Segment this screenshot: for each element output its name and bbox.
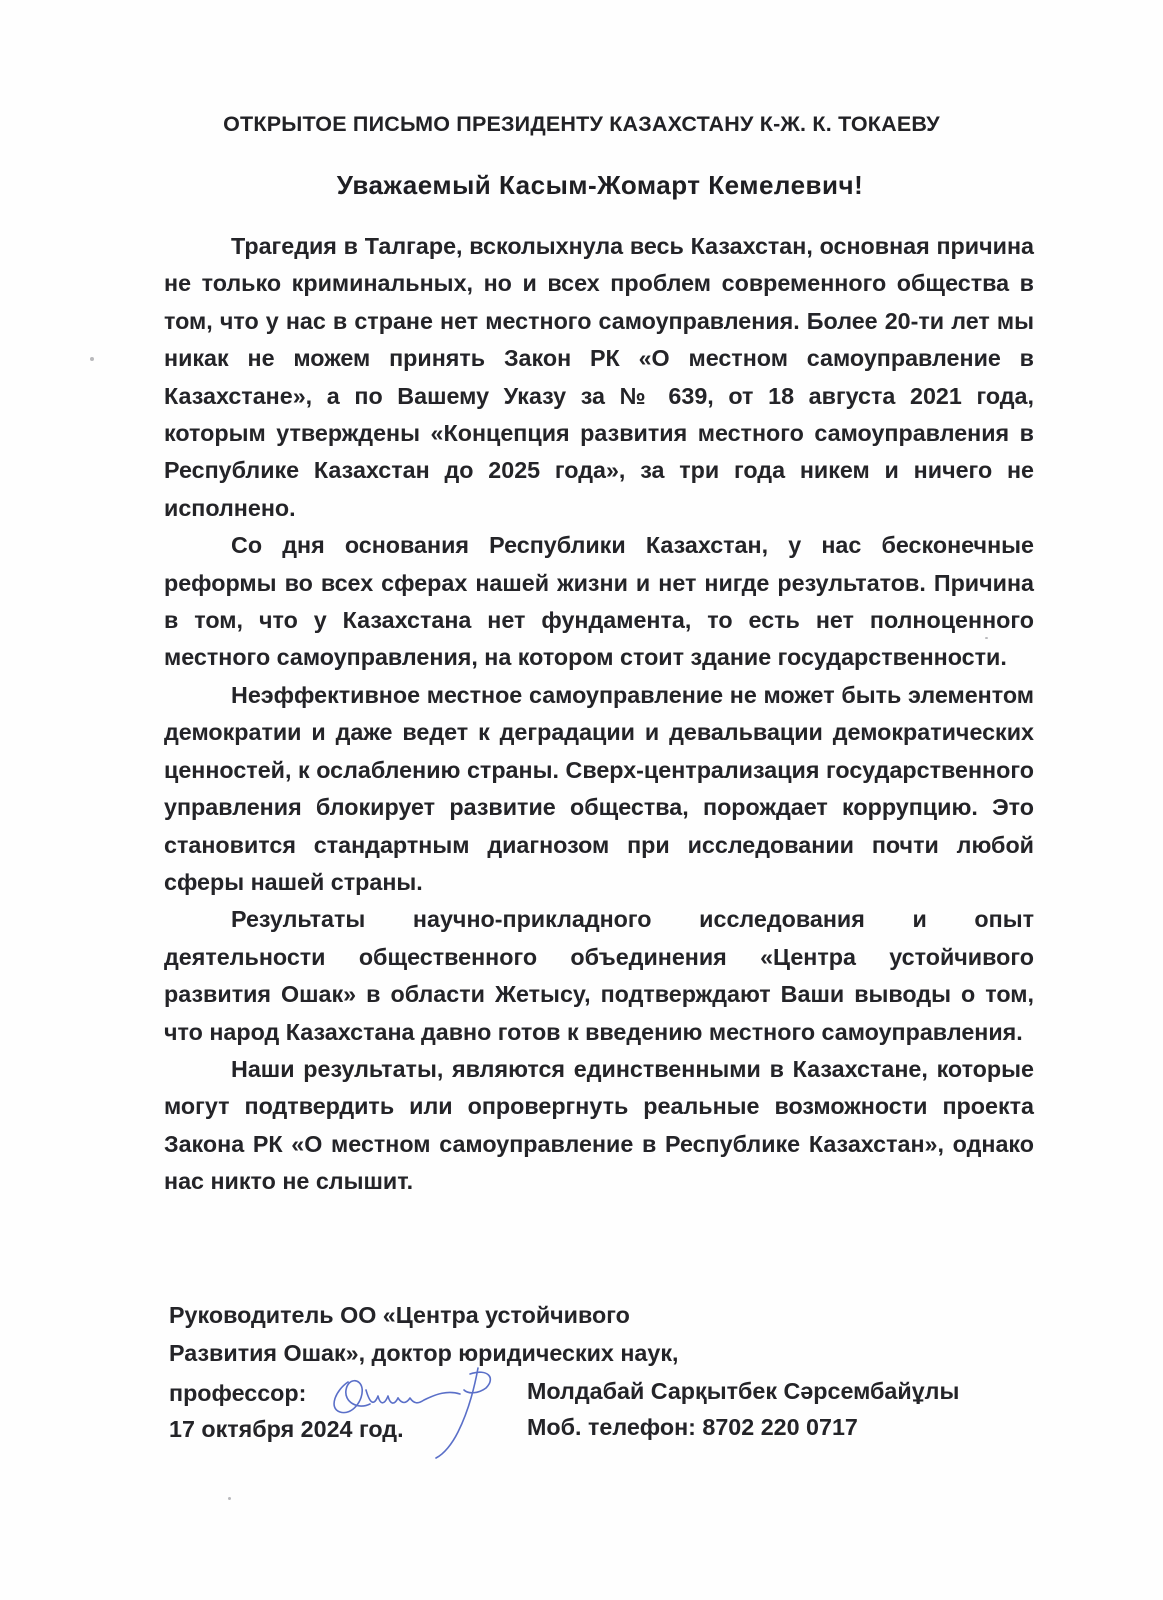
letter-heading: ОТКРЫТОЕ ПИСЬМО ПРЕЗИДЕНТУ КАЗАХСТАНУ К-Ж. К. ТОКАЕВУ [223, 112, 940, 136]
paragraph-2: Со дня основания Республики Казахстан, у нас бесконечные реформы во всех сферах нашей жизни и нет нигде результатов. Причина в том, что у Казахстана нет фундамента, то есть нет полноценного местного самоуправления, на котором стоит здание государственности. [164, 532, 1034, 671]
paragraph-5: Наши результаты, являются единственными в Казахстане, которые могут подтвердить или опровергнуть реальные возможности проекта Закона РК «О местном самоуправление в Республике Казахстан», однако нас никто не слышит. [164, 1055, 1034, 1195]
signer-position-line-2: Развития Ошак», доктор юридических наук, [169, 1340, 679, 1366]
signer-title: профессор: [169, 1380, 307, 1406]
signer-position-line-1: Руководитель ОО «Центра устойчивого [169, 1302, 630, 1328]
scan-speck [90, 357, 94, 361]
signature-block [169, 1302, 1069, 1462]
paragraph-1: Трагедия в Талгаре, всколыхнула весь Казахстан, основная причина не только криминальных, но и всех проблем современного общества в том, что у нас в стране нет местного самоуправления. Более 20-ти лет мы никак не можем принять Закон РК «О местном самоуправление в Казахстане», а по Вашему Указу за № 639, от 18 августа 2021 года, которым утверждены «Концепция развития местного самоуправления в Республике Казахстан до 2025 года», за три года никем и ничего не исполнено. [164, 233, 1034, 521]
signer-name: Молдабай Сарқытбек Сәрсембайұлы [527, 1378, 960, 1404]
signer-phone: Моб. телефон: 8702 220 0717 [527, 1414, 858, 1440]
letter-body [164, 228, 1034, 1201]
paragraph-4: Результаты научно-прикладного исследования и опыт деятельности общественного объединения «Центра устойчивого развития Ошак» в области Жетысу, подтверждают Ваши выводы о том, что народ Казахстана давно готов к введению местного самоуправления. [164, 906, 1034, 1045]
paragraph-3: Неэффективное местное самоуправление не может быть элементом демократии и даже ведет к деградации и девальвации демократических ценностей, к ослаблению страны. Сверх-централизация государственного управления блокирует развитие общества, порождает коррупцию. Это становится стандартным диагнозом при исследовании почти любой сферы нашей страны. [164, 681, 1034, 895]
scan-speck [228, 1497, 231, 1500]
salutation: Уважаемый Касым-Жомарт Кемелевич! [336, 170, 864, 200]
letter-date: 17 октября 2024 год. [169, 1416, 404, 1442]
handwritten-signature [318, 1360, 518, 1460]
scan-speck [985, 637, 988, 639]
